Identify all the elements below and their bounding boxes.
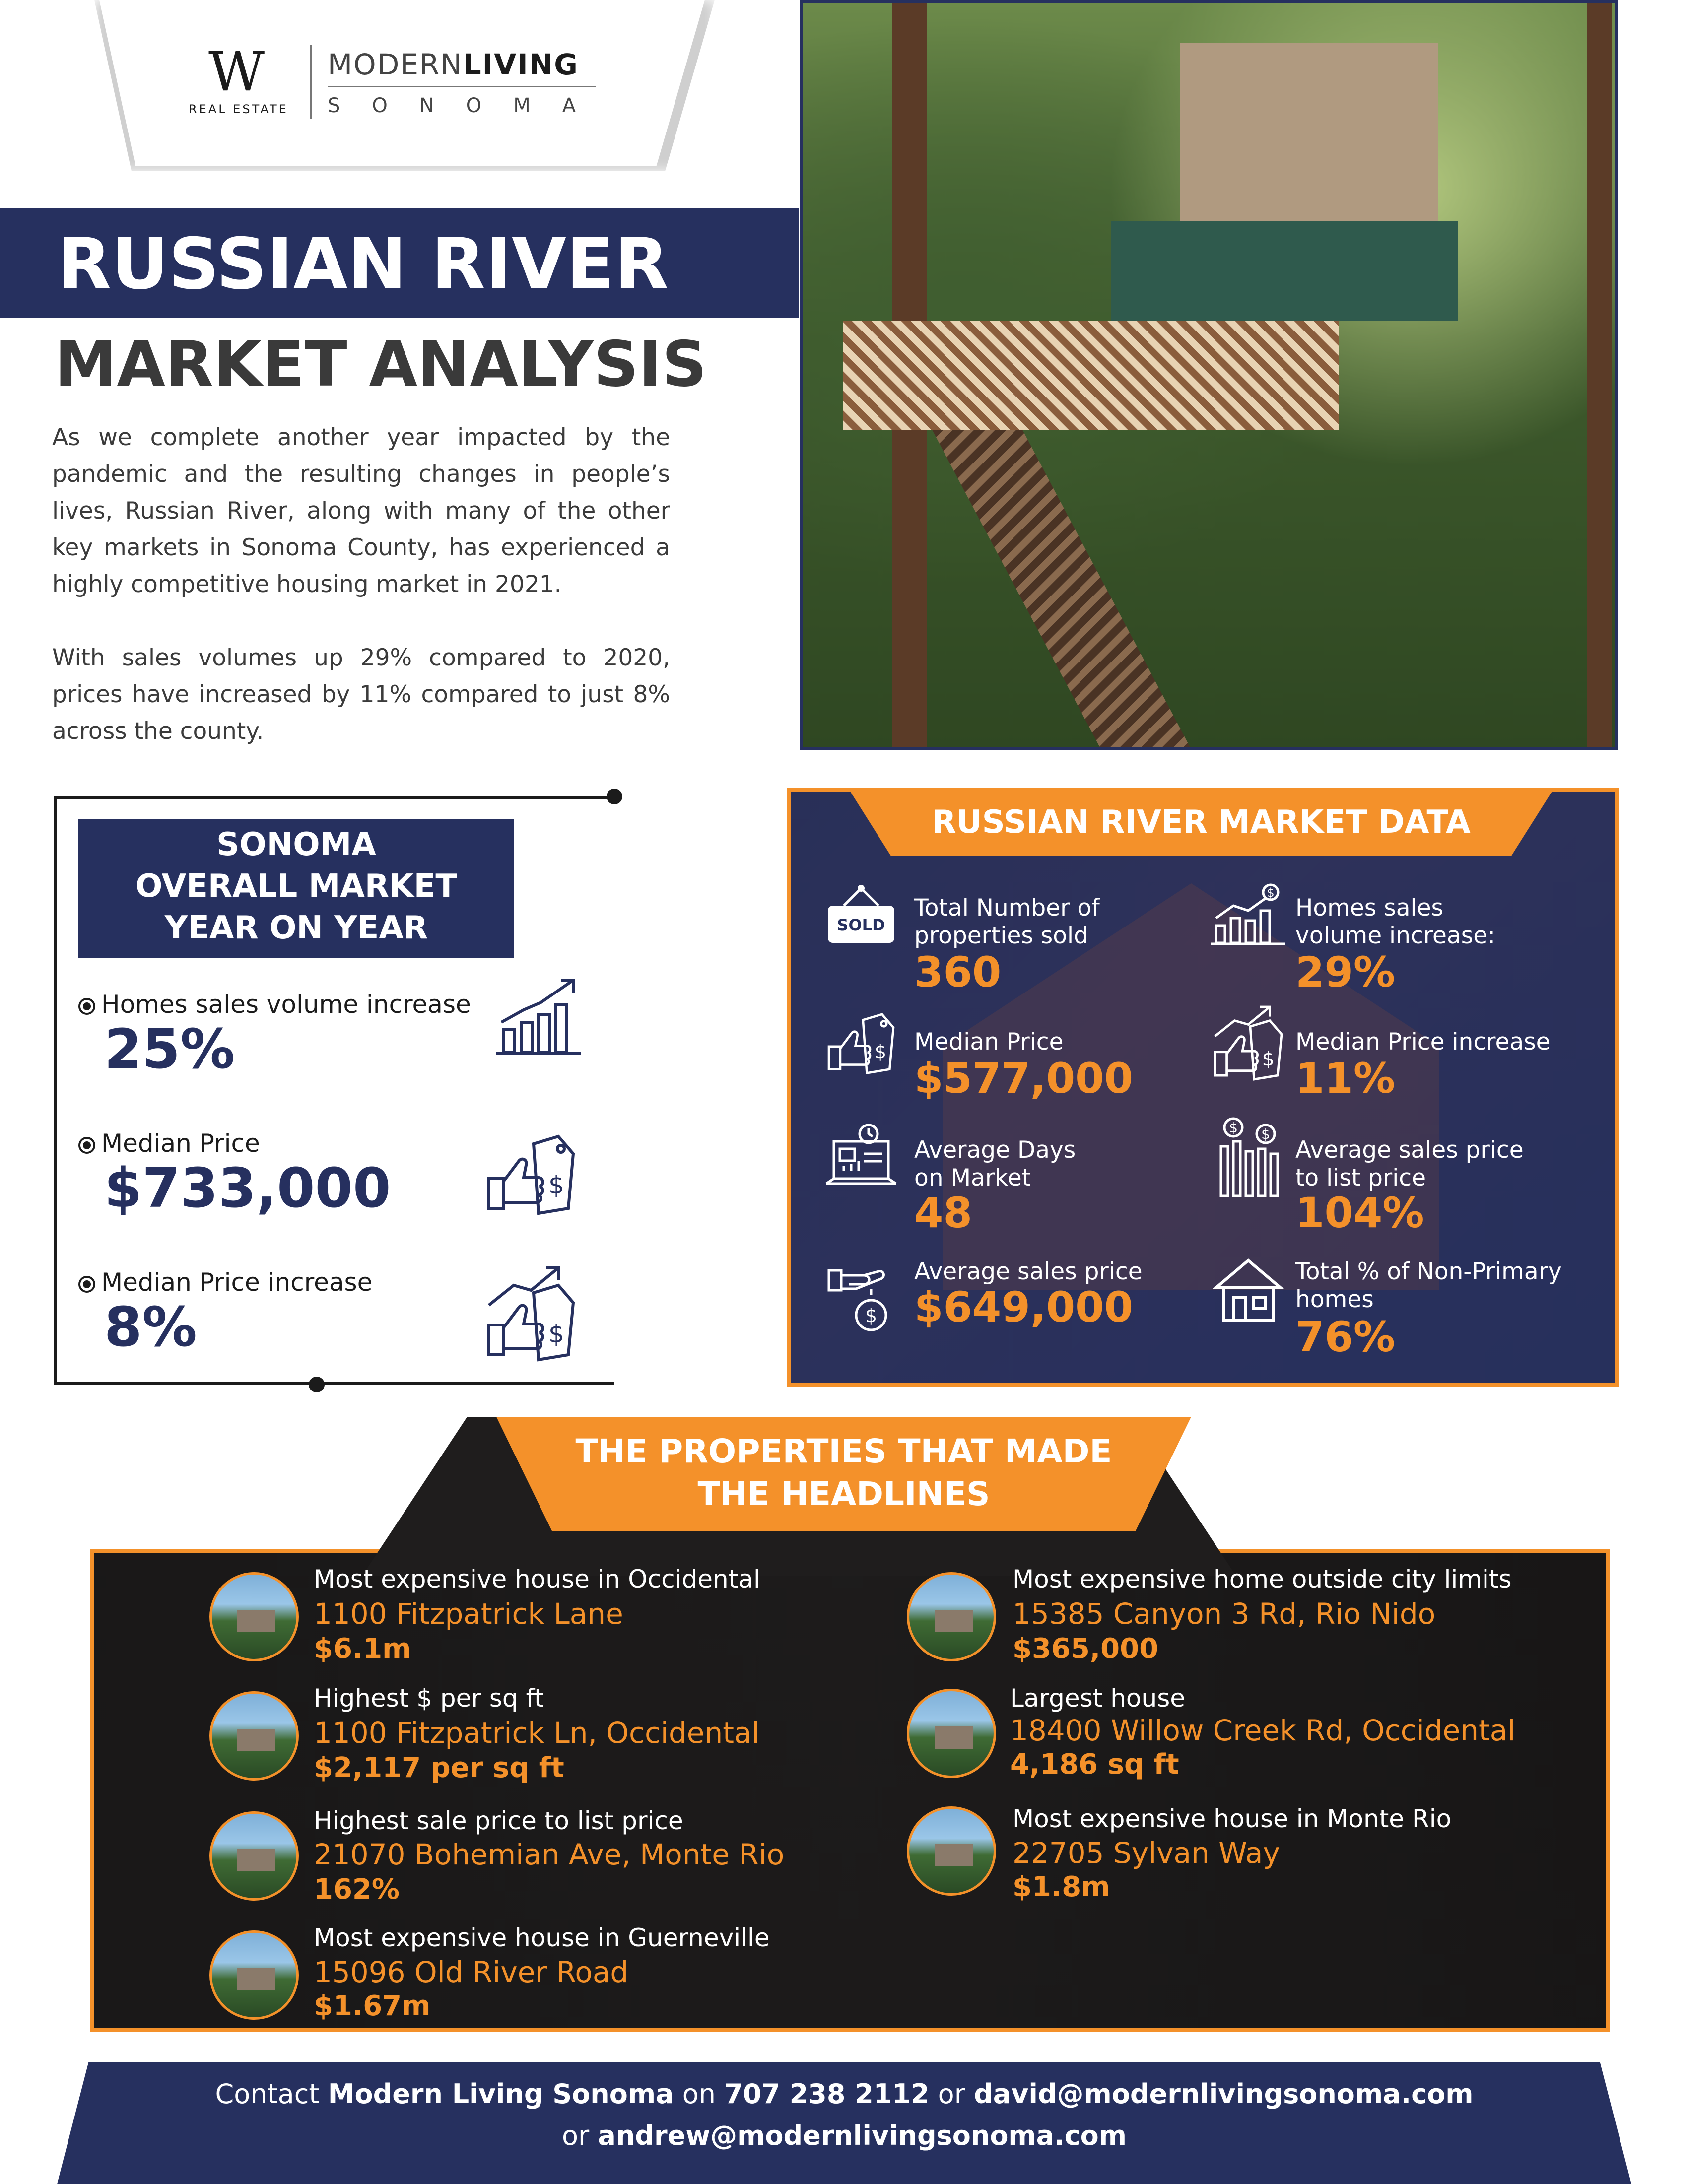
property-address: 1100 Fitzpatrick Lane <box>314 1597 623 1631</box>
property-caption: Largest house <box>1010 1684 1186 1713</box>
property-thumbnail <box>907 1806 996 1896</box>
market-stat-label <box>1295 1136 1524 1192</box>
property-caption: Highest sale price to list price <box>314 1806 683 1835</box>
page-title: RUSSIAN RIVER <box>57 223 669 305</box>
market-stat-label-line: homes <box>1295 1286 1374 1313</box>
photo-tree-trunk <box>1587 3 1612 747</box>
sold-sign-text: SOLD <box>837 916 885 934</box>
property-thumbnail <box>209 1572 299 1661</box>
footer-phone-link[interactable]: 707 238 2112 <box>724 2078 930 2110</box>
market-stat-label-line: on Market <box>914 1164 1031 1191</box>
logo-brand-light: MODERN <box>328 48 463 81</box>
logo-rule <box>328 86 596 87</box>
property-caption: Highest $ per sq ft <box>314 1684 544 1713</box>
sonoma-stat-label-text: Median Price <box>101 1129 260 1158</box>
market-stat-value: $577,000 <box>914 1054 1134 1103</box>
intro-paragraph-1: As we complete another year impacted by the pandemic and the resulting changes in people’s lives, Russian River, along with many of the other key markets in Sonoma County, has experienced a highly competitive housing market in 2021. <box>52 424 670 598</box>
footer-on: on <box>682 2078 716 2110</box>
headlines-heading-line: THE PROPERTIES THAT MADE <box>575 1432 1112 1470</box>
bullet-icon <box>78 1276 95 1293</box>
photo-deck-lattice <box>843 321 1339 430</box>
market-stat-label <box>914 1028 1064 1056</box>
market-stat-label <box>914 1258 1143 1286</box>
property-caption: Most expensive house in Guerneville <box>314 1923 770 1952</box>
sonoma-stat-label-text: Homes sales volume increase <box>101 990 471 1019</box>
svg-text:$: $ <box>1262 1048 1275 1071</box>
market-stat-label-line: Total % of Non-Primary <box>1295 1258 1562 1285</box>
property-thumbnail <box>907 1689 996 1778</box>
market-stat-label <box>914 894 1100 950</box>
market-stat-value: 76% <box>1295 1313 1396 1361</box>
sonoma-stat-label-text: Median Price increase <box>101 1268 373 1297</box>
property-price: 4,186 sq ft <box>1010 1748 1179 1781</box>
sonoma-heading <box>78 824 514 949</box>
thumbs-up-price-tag-icon <box>824 1012 898 1077</box>
footer-email-link[interactable]: david@modernlivingsonoma.com <box>974 2078 1474 2110</box>
logo-city: SONOMA <box>328 94 608 117</box>
footer-or: or <box>938 2078 965 2110</box>
market-stat-label-line: to list price <box>1295 1164 1426 1191</box>
property-caption: Most expensive house in Monte Rio <box>1013 1804 1452 1833</box>
intro-text <box>52 419 670 750</box>
market-stat-label-line: Total Number of <box>914 894 1100 922</box>
sonoma-stat-label <box>78 1268 372 1297</box>
sonoma-stat-label <box>78 990 471 1019</box>
market-stat-value: 48 <box>914 1189 972 1237</box>
bullet-icon <box>78 1137 95 1154</box>
market-stat-label <box>914 1136 1076 1192</box>
svg-text:$: $ <box>548 1320 564 1348</box>
sonoma-heading-line: YEAR ON YEAR <box>164 910 428 946</box>
property-address: 15096 Old River Road <box>314 1955 629 1989</box>
market-data-heading: RUSSIAN RIVER MARKET DATA <box>932 804 1471 841</box>
headlines-heading <box>496 1430 1191 1516</box>
market-stat-value: 104% <box>1295 1189 1424 1237</box>
market-stat-label-line: Average sales price <box>914 1258 1143 1285</box>
panel-dot <box>309 1377 325 1392</box>
market-stat-label-line: volume increase: <box>1295 922 1495 949</box>
bar-growth-icon <box>494 975 583 1064</box>
footer-company: Modern Living Sonoma <box>328 2078 674 2110</box>
market-stat-label-line: Average sales price <box>1295 1136 1524 1164</box>
market-stat-label-line: Average Days <box>914 1136 1076 1164</box>
thumbs-up-price-growth-icon <box>1211 1002 1285 1082</box>
property-address: 21070 Bohemian Ave, Monte Rio <box>314 1838 785 1871</box>
photo-house-upper <box>1180 43 1438 221</box>
property-price: $6.1m <box>314 1633 411 1665</box>
property-thumbnail <box>209 1691 299 1781</box>
property-thumbnail <box>907 1572 996 1661</box>
svg-text:$: $ <box>1229 1120 1238 1136</box>
house-icon <box>1211 1256 1285 1325</box>
market-stat-label <box>1295 1258 1562 1314</box>
headlines-heading-line: THE HEADLINES <box>697 1475 990 1513</box>
property-price: $1.8m <box>1013 1871 1110 1903</box>
property-price: $1.67m <box>314 1990 431 2022</box>
intro-paragraph-2: With sales volumes up 29% compared to 2020, prices have increased by 11% compared to just 8% across the county. <box>52 644 670 745</box>
property-address: 1100 Fitzpatrick Ln, Occidental <box>314 1716 760 1750</box>
property-address: 22705 Sylvan Way <box>1013 1836 1280 1870</box>
dollar-bars-icon <box>1211 1117 1285 1201</box>
photo-staircase <box>932 430 1190 747</box>
laptop-chart-icon <box>824 1122 898 1196</box>
bullet-icon <box>78 998 95 1015</box>
sonoma-heading-line: SONOMA <box>216 826 376 863</box>
svg-text:$: $ <box>1267 886 1275 900</box>
hero-photo <box>800 0 1618 750</box>
market-stat-label-line: Median Price increase <box>1295 1028 1551 1056</box>
market-stat-label-line: properties sold <box>914 922 1088 949</box>
hand-coin-icon <box>824 1260 898 1335</box>
sonoma-stat-label <box>78 1129 260 1158</box>
property-caption: Most expensive house in Occidental <box>314 1565 760 1593</box>
footer-email-link[interactable]: andrew@modernlivingsonoma.com <box>598 2120 1127 2151</box>
sonoma-stat-value: 8% <box>104 1295 197 1359</box>
property-price: $365,000 <box>1013 1633 1159 1665</box>
page-subtitle: MARKET ANALYSIS <box>55 328 707 400</box>
market-stat-label-line: Homes sales <box>1295 894 1443 922</box>
svg-text:$: $ <box>874 1041 887 1063</box>
property-price: 162% <box>314 1873 400 1906</box>
market-stat-label <box>1295 1028 1551 1056</box>
market-stat-value: 360 <box>914 948 1002 996</box>
logo-subtitle: REAL ESTATE <box>189 102 288 116</box>
logo-divider <box>310 45 312 119</box>
market-stat-label-line: Median Price <box>914 1028 1064 1056</box>
market-stat-value: 29% <box>1295 948 1396 996</box>
footer-contact-label: Contact <box>215 2078 320 2110</box>
logo-brand-bold: LIVING <box>463 48 579 81</box>
panel-dot <box>607 789 622 804</box>
svg-text:$: $ <box>865 1305 878 1326</box>
logo-mark: W <box>208 40 265 103</box>
sonoma-stat-value: 25% <box>104 1017 235 1081</box>
svg-text:$: $ <box>1261 1126 1270 1142</box>
property-address: 18400 Willow Creek Rd, Occidental <box>1010 1714 1516 1747</box>
footer-contact <box>57 2073 1631 2157</box>
market-stat-value: $649,000 <box>914 1283 1134 1331</box>
footer-or: or <box>561 2120 590 2151</box>
footer-line-1 <box>57 2073 1631 2115</box>
thumbs-up-price-tag-icon <box>484 1134 578 1218</box>
property-price: $2,117 per sq ft <box>314 1752 564 1784</box>
sonoma-heading-line: OVERALL MARKET <box>135 868 458 905</box>
photo-house-body <box>1111 221 1458 321</box>
footer-line-2 <box>57 2115 1631 2157</box>
sonoma-stat-value: $733,000 <box>104 1156 391 1220</box>
property-caption: Most expensive home outside city limits <box>1013 1565 1512 1593</box>
svg-text:$: $ <box>548 1171 564 1199</box>
property-thumbnail <box>209 1930 299 2020</box>
logo-tab <box>99 0 705 166</box>
market-stat-value: 11% <box>1295 1054 1396 1103</box>
logo-brand <box>328 48 579 81</box>
property-address: 15385 Canyon 3 Rd, Rio Nido <box>1013 1597 1436 1631</box>
thumbs-up-price-growth-icon <box>484 1263 578 1362</box>
bar-dollar-icon <box>1211 883 1285 948</box>
market-stat-label <box>1295 894 1495 950</box>
sold-sign-icon <box>824 883 898 948</box>
property-thumbnail <box>209 1811 299 1901</box>
